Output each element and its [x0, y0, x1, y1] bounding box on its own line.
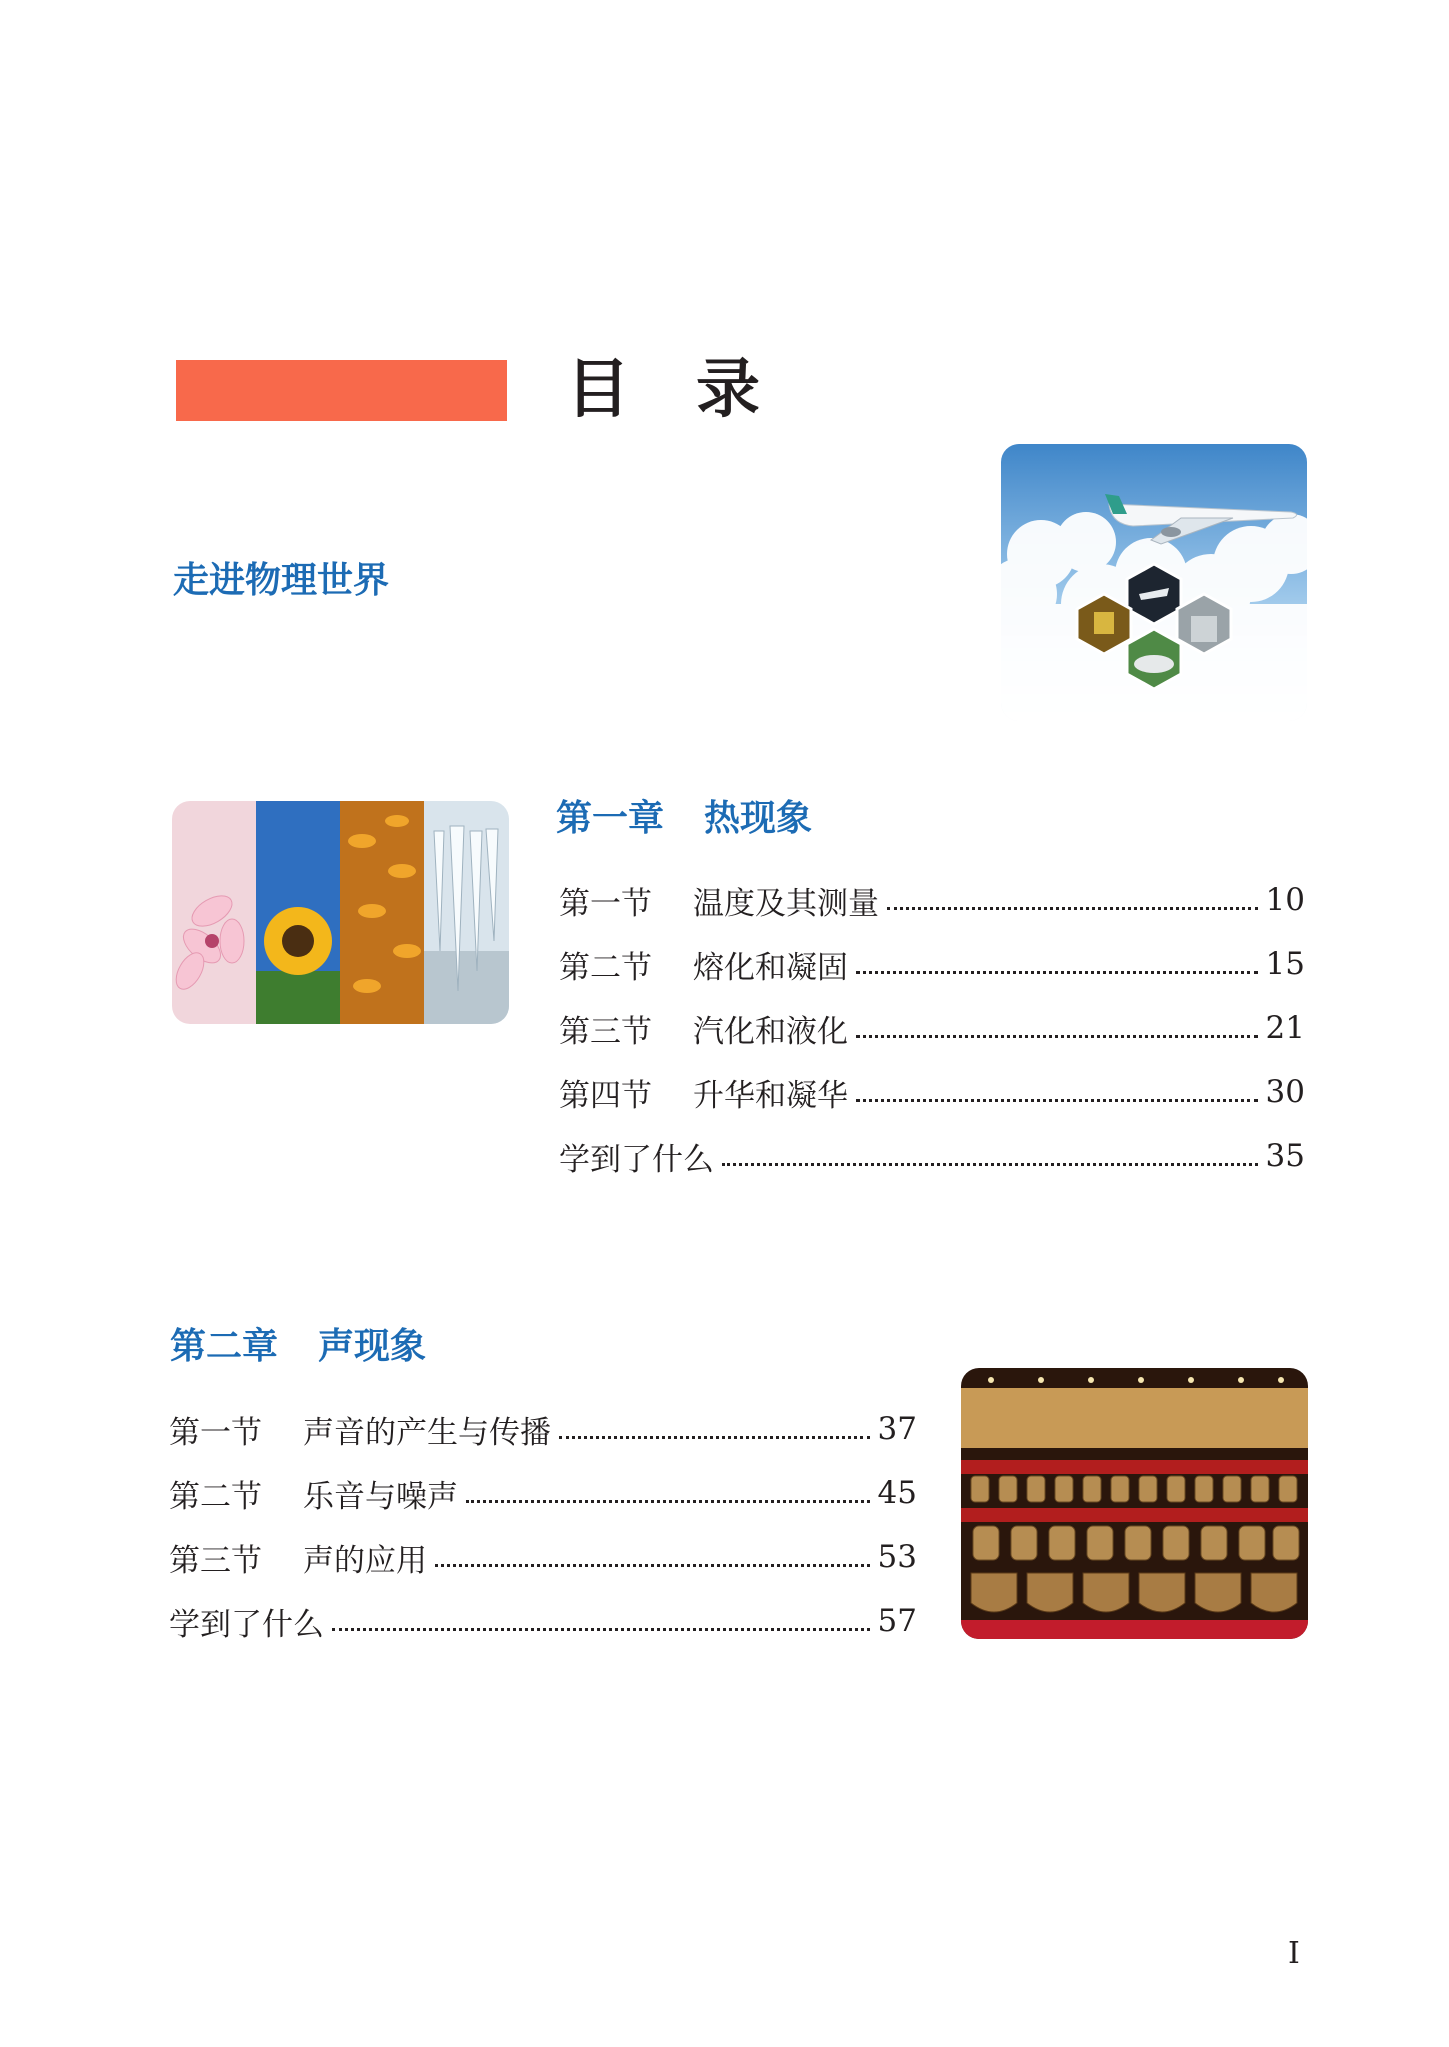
toc-page: 53 [877, 1539, 917, 1575]
toc-leader [332, 1628, 870, 1631]
toc-section: 第四节 [559, 1077, 652, 1114]
toc-page: 57 [877, 1603, 917, 1639]
toc-name: 汽化和液化 [693, 1013, 848, 1050]
toc-section: 第二节 [559, 949, 652, 986]
toc-entry[interactable] [169, 1461, 917, 1525]
chapter2-bells-image [961, 1368, 1308, 1639]
toc-page: 21 [1265, 1010, 1305, 1046]
chapter1-name: 热现象 [704, 798, 813, 839]
toc-leader [856, 1035, 1258, 1038]
title-accent-bar [176, 360, 507, 421]
toc-name: 学到了什么 [559, 1141, 714, 1178]
chapter2-toc-list [169, 1397, 917, 1653]
toc-page: 45 [877, 1475, 917, 1511]
page-number: I [1288, 1936, 1300, 1971]
chapter2-name: 声现象 [318, 1326, 427, 1367]
chapter2-number: 第二章 [170, 1326, 279, 1367]
toc-section: 第一节 [559, 885, 652, 922]
toc-name: 温度及其测量 [693, 885, 879, 922]
toc-leader [856, 971, 1258, 974]
toc-name: 乐音与噪声 [303, 1478, 458, 1515]
chime-bells-stage [961, 1368, 1308, 1639]
chapter1-seasons-image [172, 801, 509, 1024]
toc-leader [856, 1099, 1258, 1102]
airplane-hexagon-collage [1001, 444, 1307, 721]
toc-entry[interactable] [559, 996, 1305, 1060]
toc-page: 15 [1265, 946, 1305, 982]
toc-section: 第二节 [169, 1478, 262, 1515]
toc-section: 第三节 [559, 1013, 652, 1050]
chapter1-number: 第一章 [556, 798, 665, 839]
toc-leader [887, 907, 1258, 910]
intro-collage-image [1001, 444, 1307, 721]
title-char-1: 目 [566, 352, 630, 427]
toc-name: 升华和凝华 [693, 1077, 848, 1114]
toc-entry[interactable] [169, 1525, 917, 1589]
title-char-2: 录 [696, 352, 760, 427]
toc-entry[interactable] [559, 932, 1305, 996]
toc-leader [722, 1163, 1258, 1166]
toc-section: 第三节 [169, 1542, 262, 1579]
toc-leader [435, 1564, 870, 1567]
toc-name: 声音的产生与传播 [303, 1414, 551, 1451]
chapter1-heading [556, 795, 812, 843]
page-title [566, 345, 760, 435]
toc-entry[interactable] [169, 1589, 917, 1653]
toc-page: 10 [1265, 882, 1305, 918]
seasons-collage [172, 801, 509, 1024]
toc-entry[interactable] [169, 1397, 917, 1461]
chapter1-toc-list [559, 868, 1305, 1188]
toc-entry[interactable] [559, 1060, 1305, 1124]
toc-page: 35 [1265, 1138, 1305, 1174]
toc-leader [466, 1500, 870, 1503]
toc-entry[interactable] [559, 1124, 1305, 1188]
toc-name: 学到了什么 [169, 1606, 324, 1643]
toc-page: 30 [1265, 1074, 1305, 1110]
toc-name: 声的应用 [303, 1542, 427, 1579]
toc-page: 37 [877, 1411, 917, 1447]
chapter2-heading [170, 1323, 426, 1371]
intro-heading: 走进物理世界 [173, 560, 390, 601]
toc-section: 第一节 [169, 1414, 262, 1451]
toc-leader [559, 1436, 870, 1439]
toc-name: 熔化和凝固 [693, 949, 848, 986]
toc-entry[interactable] [559, 868, 1305, 932]
